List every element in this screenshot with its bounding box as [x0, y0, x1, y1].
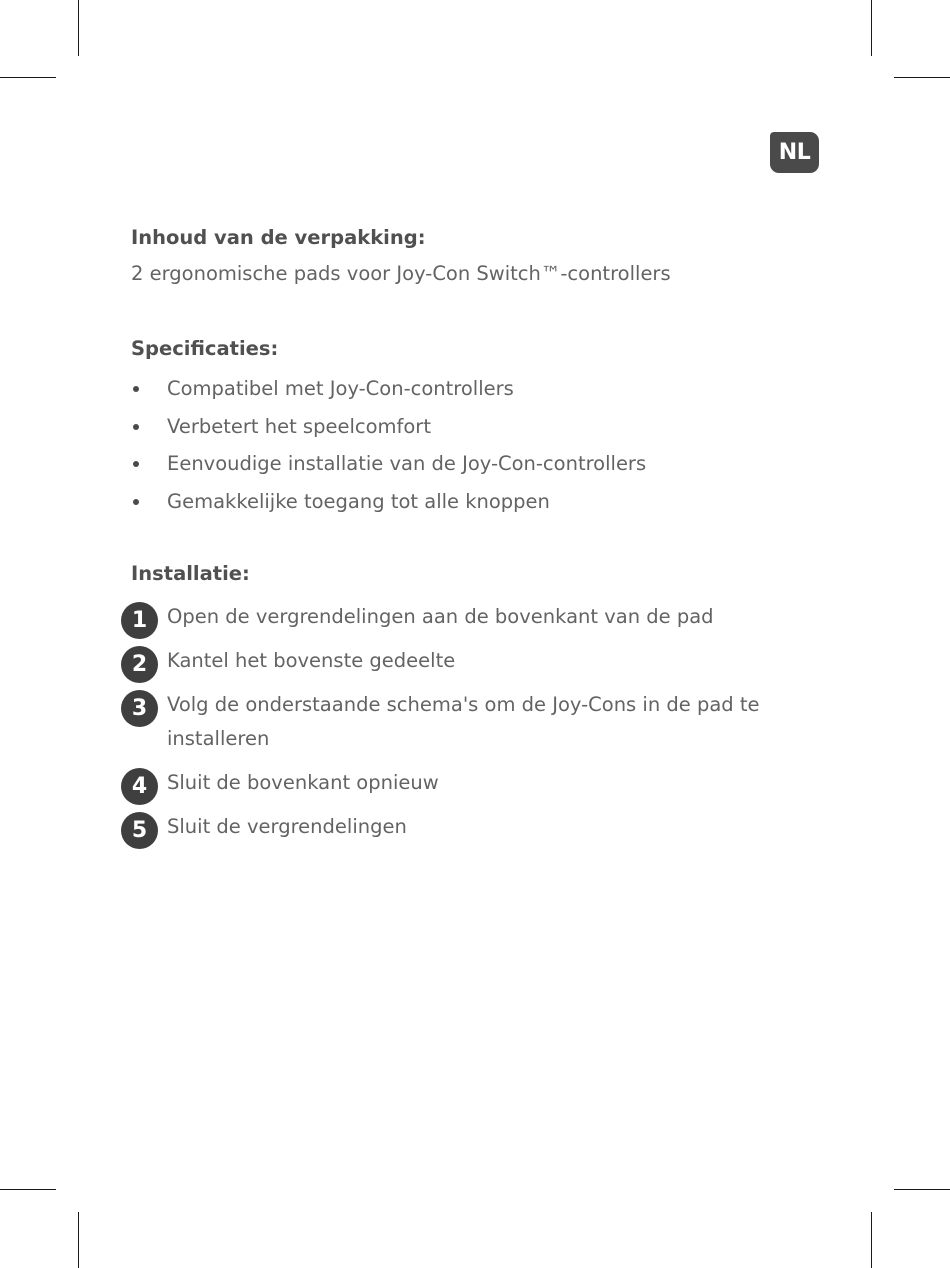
crop-mark-bottom-right-vertical	[871, 1212, 872, 1268]
package-contents-heading: Inhoud van de verpakking:	[131, 226, 426, 249]
language-badge: NL	[770, 132, 819, 173]
specification-item-label: Eenvoudige installatie van de Joy-Con-controllers	[167, 452, 647, 475]
step-number-badge: 5	[121, 812, 158, 849]
crop-mark-top-left-vertical	[78, 0, 79, 56]
installation-heading: Installatie:	[131, 562, 250, 585]
step-number-badge: 1	[121, 602, 158, 639]
bullet-icon	[133, 386, 139, 392]
step-text: Open de vergrendelingen aan de bovenkant van de pad	[167, 605, 714, 628]
step-number-badge: 4	[121, 768, 158, 805]
installation-step	[121, 688, 841, 756]
specification-item-label: Compatibel met Joy-Con-controllers	[167, 377, 514, 400]
installation-step	[121, 600, 841, 634]
installation-step	[121, 644, 841, 678]
crop-mark-bottom-right-horizontal	[894, 1189, 950, 1190]
bullet-icon	[133, 424, 139, 430]
installation-step	[121, 766, 841, 800]
step-number-badge: 2	[121, 646, 158, 683]
bullet-icon	[133, 499, 139, 505]
installation-step	[121, 810, 841, 844]
step-text: Volg de onderstaande schema's om de Joy-Cons in de pad te installeren	[167, 693, 760, 750]
bullet-icon	[133, 461, 139, 467]
step-text: Sluit de bovenkant opnieuw	[167, 771, 439, 794]
crop-mark-bottom-left-horizontal	[0, 1189, 56, 1190]
crop-mark-top-left-horizontal	[0, 77, 56, 78]
step-text: Kantel het bovenste gedeelte	[167, 649, 456, 672]
package-contents-text: 2 ergonomische pads voor Joy-Con Switch™-controllers	[131, 262, 671, 285]
specifications-heading: Specificaties:	[131, 337, 279, 360]
crop-mark-top-right-horizontal	[894, 77, 950, 78]
specification-item-label: Gemakkelijke toegang tot alle knoppen	[167, 489, 550, 513]
crop-mark-bottom-left-vertical	[78, 1212, 79, 1268]
installation-steps	[121, 600, 841, 854]
step-text: Sluit de vergrendelingen	[167, 815, 407, 838]
step-number-badge: 3	[121, 690, 158, 727]
specification-item-label: Verbetert het speelcomfort	[167, 414, 431, 438]
crop-mark-top-right-vertical	[871, 0, 872, 56]
